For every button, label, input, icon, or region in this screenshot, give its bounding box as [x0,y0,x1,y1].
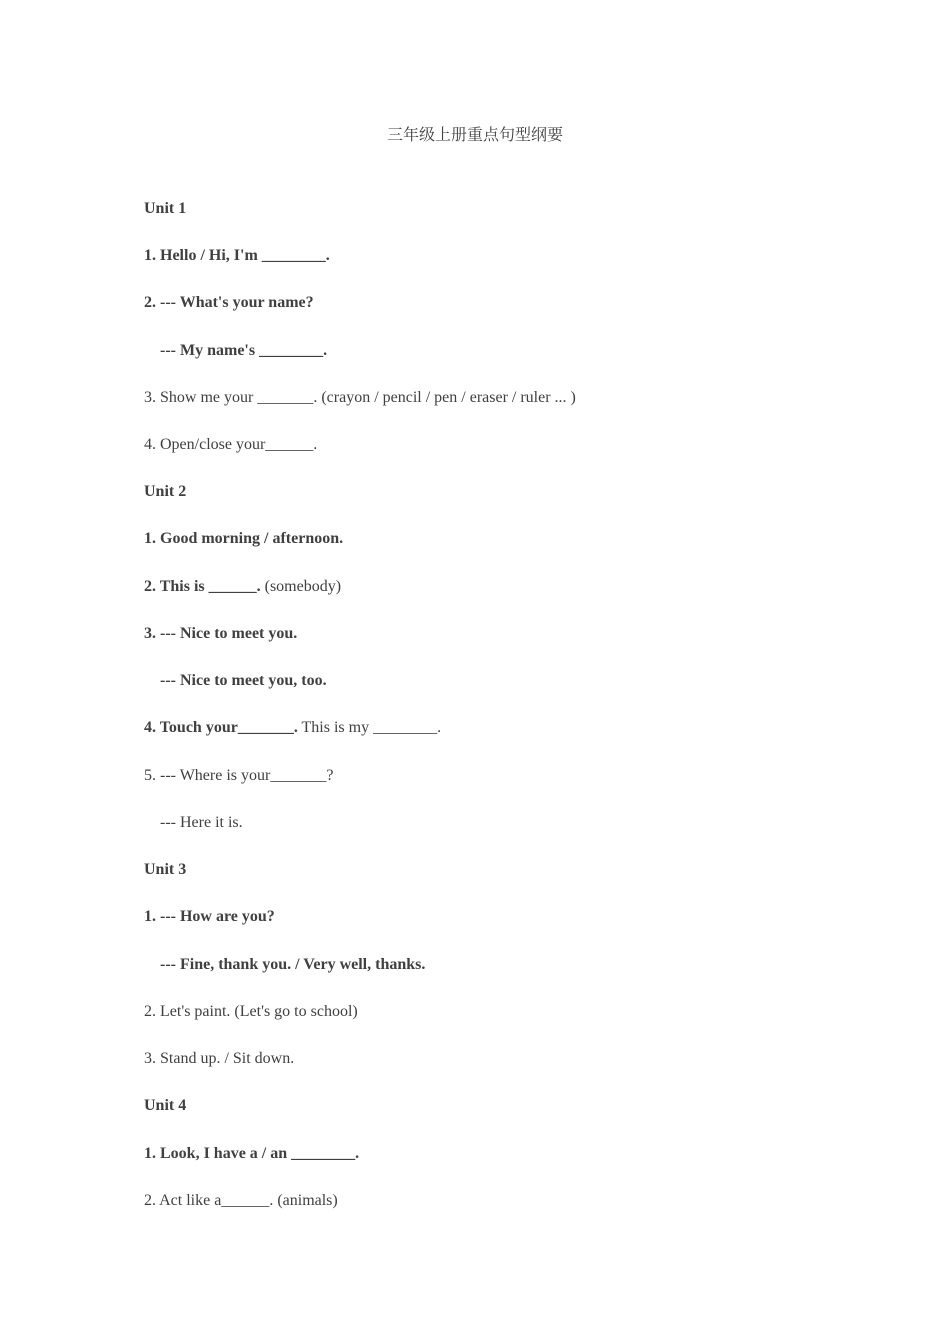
sentence-bold: --- Nice to meet you, too. [160,672,327,689]
sentence-normal: 4. Open/close your______. [144,436,318,453]
sentence-line [160,340,880,362]
sentence-bold: --- Fine, thank you. / Very well, thanks. [160,956,426,973]
sentence-normal: 3. Stand up. / Sit down. [144,1050,295,1067]
unit-heading: Unit 3 [144,861,187,878]
sentence-line [160,812,880,834]
sentence-line [144,245,864,267]
sentence-line [144,1048,864,1070]
sentence-line [144,765,864,787]
sentence-bold: 1. Hello / Hi, I'm ________. [144,247,330,264]
sentence-normal: 2. Act like a______. (animals) [144,1192,338,1209]
sentence-normal: 3. Show me your _______. (crayon / pencil / pen / eraser / ruler ... ) [144,389,576,406]
sentence-normal: 5. --- Where is your_______? [144,767,334,784]
sentence-bold: 3. --- Nice to meet you. [144,625,298,642]
sentence-line [144,528,864,550]
sentence-bold: 1. Look, I have a / an ________. [144,1145,360,1162]
sentence-line [144,1143,864,1165]
sentence-line [144,434,864,456]
sentence-line [144,717,864,739]
sentence-bold: 2. --- What's your name? [144,294,314,311]
sentence-bold: 1. --- How are you? [144,908,275,925]
sentence-normal: 2. Let's paint. (Let's go to school) [144,1003,358,1020]
sentence-line [144,1001,864,1023]
sentence-line [160,670,880,692]
sentence-bold: 1. Good morning / afternoon. [144,530,344,547]
sentence-bold: 4. Touch your_______. [144,719,298,736]
sentence-normal: This is my ________. [297,719,442,736]
sentence-bold: --- My name's ________. [160,342,328,359]
page-title: 三年级上册重点句型纲要 [386,127,563,144]
sentence-line [144,387,864,409]
unit-heading: Unit 1 [144,200,187,217]
sentence-line [144,576,864,598]
unit-heading: Unit 2 [144,483,187,500]
sentence-line [144,906,864,928]
sentence-bold: 2. This is ______. [144,578,261,595]
sentence-normal: (somebody) [260,578,342,595]
sentence-line [160,954,880,976]
sentence-line [144,623,864,645]
sentence-line [144,1190,864,1212]
unit-heading: Unit 4 [144,1097,187,1114]
sentence-line [144,292,864,314]
sentence-normal: --- Here it is. [160,814,243,831]
